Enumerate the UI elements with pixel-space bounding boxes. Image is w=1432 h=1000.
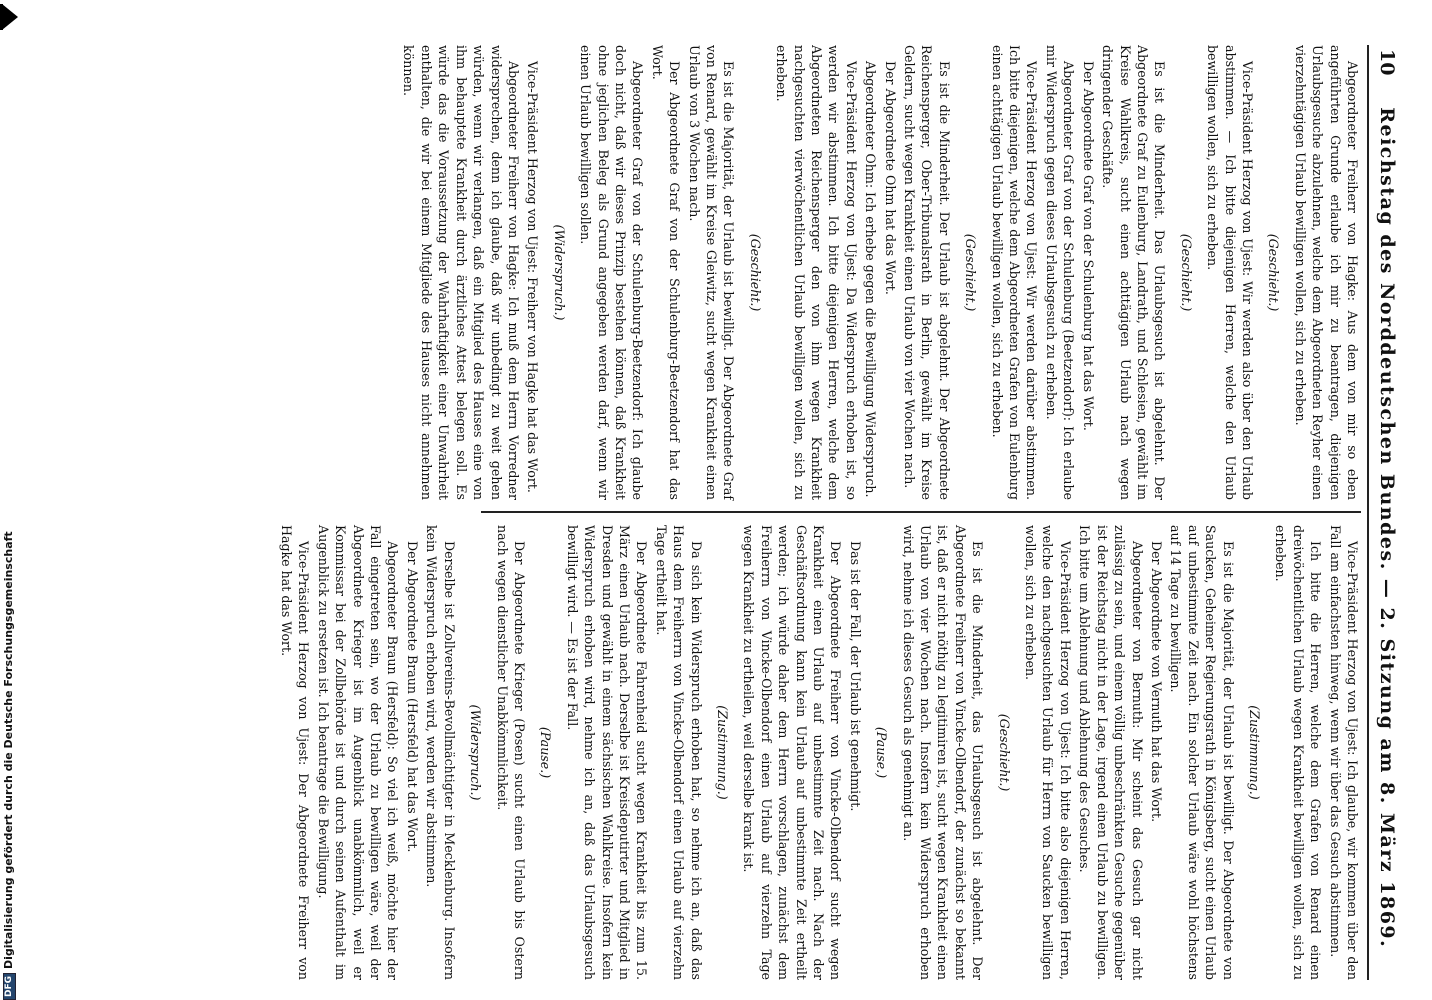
paragraph: Abgeordneter von Bernuth: Mir scheint das Gesuch gar nicht zulässig zu sein, und einem völlig unbeschränkten Gesuche gegenüber ist der Reichstag nicht in der Lage, irgend einen Urlaub zu bewilligen. Ich bitte um Ablehnung und Ablehnung des Gesuches. <box>1077 525 1145 980</box>
paragraph: Der Abgeordnete Graf von der Schulenburg hat das Wort. <box>1080 61 1096 431</box>
paragraph: Vice-Präsident Herzog von Ujest: Ich glaube, wir kommen über den Fall am einfachsten hinweg, wenn wir über das Gesuch abstimmen. <box>1327 525 1360 980</box>
paragraph: Abgeordneter Graf von der Schulenburg (Beetzendorf): Ich erlaube mir Widerspruch gegen dieses Urlaubsgesuch zu erheben. <box>1043 45 1077 500</box>
paragraph: Da sich kein Widerspruch erhoben hat, so nehme ich an, daß das Haus dem Freiherrn von Vincke-Olbendorf einen Urlaub auf vierzehn Tage ertheilt hat. <box>653 525 704 980</box>
stage-direction: (Geschieht.) <box>996 713 1012 792</box>
paragraph: Der Abgeordnete Fahrenheid sucht wegen Krankheit bis zum 15. März einen Urlaub nach. Derselbe ist Kreisdeputirter und Mitglied in Dresden und gewählt in einem sächsischen Wahlkreise. Insofern kein Widerspruch erhoben wird, nehme ich an, daß das Urlaubsgesuch bewilligt wird. — Es ist der Fall. <box>564 525 650 980</box>
dfg-logo-icon: DFG <box>3 973 16 1000</box>
page-header <box>1367 45 1405 980</box>
column-divider <box>481 511 1361 513</box>
paragraph: Vice-Präsident Herzog von Ujest: Wir werden also über den Urlaub abstimmen. — Ich bitte diejenigen Herren, welche den Urlaub bewilligen wollen, sich zu erheben. <box>1205 45 1255 500</box>
stage-direction: (Geschieht.) <box>963 233 979 312</box>
paragraph: Es ist die Majorität, der Urlaub ist bewilligt. Der Abgeordnete Graf von Renard, gewählt im Kreise Gleiwitz, sucht wegen Krankheit einen Urlaub von 3 Wochen nach. <box>686 45 737 500</box>
digitization-credit <box>2 0 16 1000</box>
paragraph: Abgeordneter Freiherr von Hagke: Aus dem von mir so eben angeführten Grunde erlaube ich mir zu beantragen, diejenigen Urlaubsgesuche abzulehnen, welche dem Abgeordneten Reyher einen vierzehntägigen Urlaub bewilligen wollen, sich zu erheben. <box>1292 45 1360 500</box>
paragraph: Vice-Präsident Herzog von Ujest: Ich bitte also diejenigen Herren, welche den nachgesuchten Urlaub für Herrn von Saucken bewilligen wollen, sich zu erheben. <box>1023 525 1073 980</box>
paragraph: Es ist die Minderheit, das Urlaubsgesuch ist abgelehnt. Der Abgeordnete Freiherr von Vincke-Olbendorf, der zunächst so bekannt ist, daß er nicht nöthig zu legitimiren ist, sucht wegen Krankheit einen Urlaub von vier Wochen nach. Insofern kein Widerspruch erhoben wird, nehme ich dieses Gesuch als genehmigt an. <box>900 525 986 980</box>
page-number: 10 <box>1376 49 1398 76</box>
left-column <box>101 45 1361 500</box>
stage-direction: (Pause.) <box>874 726 890 779</box>
stage-direction: (Widerspruch.) <box>551 224 567 321</box>
paragraph: Der Abgeordnete von Vernuth hat das Wort. <box>1148 541 1164 823</box>
text-columns <box>101 45 1361 980</box>
stage-direction: (Geschieht.) <box>1266 233 1282 312</box>
paragraph: Das ist der Fall, der Urlaub ist genehmigt. <box>847 541 863 812</box>
paragraph: Abgeordneter Ohm: Ich erhebe gegen die Bewilligung Widerspruch. <box>863 61 879 498</box>
rotated-page-content <box>95 45 1405 980</box>
paragraph: Es ist die Majorität, der Urlaub ist bewilligt. Der Abgeordnete von Saucken, Geheimer Regierungsrath in Königsberg, sucht einen Urlaub auf unbestimmte Zeit nach. Ein solcher Urlaub wäre wohl höchstens auf 14 Tage zu bewilligen. <box>1168 525 1236 980</box>
paragraph: Abgeordneter Braun (Hersfeld): So viel ich weiß, möchte hier der Fall eingetreten sein, wo der Urlaub zu bewilligen wäre, weil der Abgeordnete Krieger ist im Augenblick unabkömmlich, weil er Kommissar bei der Zollbehörde ist und durch seinen Aufenthalt im Augenblick zu ersetzen ist. Ich beantrage die Bewilligung. <box>315 525 401 980</box>
paragraph: Der Abgeordnete Graf von der Schulenburg-Beetzendorf hat das Wort. <box>649 45 683 500</box>
stage-direction: (Zustimmung.) <box>1246 705 1262 800</box>
paragraph: Abgeordneter Freiherr von Hagke: Ich muß dem Herrn Vorredner widersprechen, denn ich glaube, daß wir unbedingt zu weit gehen würden, wenn wir verlangen, daß ein Mitglied des Hauses eine von ihm behauptete Krankheit durch ärztliches Attest belegen soll. Es würde das die Voraussetzung der Wahrhaftigkeit einer Unwahrheit enthalten, die wir bei einem Mitgliede des Hauses nicht annehmen können. <box>401 45 521 500</box>
digitization-credit-text: Digitalisierung gefördert durch die Deutsche Forschungsgemeinschaft <box>2 531 15 969</box>
scanned-page <box>95 45 1405 980</box>
paragraph: Vice-Präsident Herzog von Ujest: Da Widerspruch erhoben ist, so werden wir abstimmen. Ich bitte diejenigen Herren, welche dem Abgeordneten Reichensperger den von ihm wegen Krankheit nachgesuchten vierwöchentlichen Urlaub bewilligen wollen, sich zu erheben. <box>774 45 859 500</box>
running-title: Reichstag des Norddeutschen Bundes. — 2. Sitzung am 8. März 1869. <box>1376 107 1398 949</box>
paragraph: Derselbe ist Zollvereins-Bevollmächtigter in Mecklenburg. Insofern kein Widerspruch erhoben wird, werden wir abstimmen. <box>424 525 457 980</box>
paragraph: Der Abgeordnete Ohm hat das Wort. <box>882 61 898 295</box>
paragraph: Vice-Präsident Herzog von Ujest: Wir werden darüber abstimmen. Ich bitte diejenigen, welche dem Abgeordneten Grafen von Eulenburg einen achttägigen Urlaub bewilligen wollen, sich zu erheben. <box>989 45 1040 500</box>
stage-direction: (Widerspruch.) <box>468 704 484 801</box>
paragraph: Es ist die Minderheit. Der Urlaub ist abgelehnt. Der Abgeordnete Reichensperger, Ober-Tribunalsrath in Berlin, gewählt im Kreise Geldern, sucht wegen Krankheit einen Urlaub von vier Wochen nach. <box>902 45 952 500</box>
paragraph: Abgeordneter Graf von der Schulenburg-Beetzendorf: Ich glaube doch nicht, daß wir dieses Prinzip bestehen können, daß Krankheit ohne jeglichen Beleg als Grund angegeben werden darf, wenn wir einen Urlaub bewilligen sollen. <box>578 45 646 500</box>
stage-direction: (Geschieht.) <box>1178 233 1194 312</box>
paragraph: Vice-Präsident Herzog von Ujest: Freiherr von Hagke hat das Wort. <box>525 61 541 493</box>
paragraph: Der Abgeordnete Braun (Hersfeld) hat das Wort. <box>404 541 420 853</box>
paragraph: Es ist die Minderheit. Das Urlaubsgesuch ist abgelehnt. Der Abgeordnete Graf zu Eulenburg, Landrath, und Schlesien, gewählt im Kreise Wahlkreis, sucht einen achttägigen Urlaub nach wegen dringender Geschäfte. <box>1100 45 1168 500</box>
right-column <box>101 525 1361 980</box>
paragraph: Der Abgeordnete Krieger (Posen) sucht einen Urlaub bis Ostern nach wegen dienstlicher Unabkömmlichkeit. <box>494 525 527 980</box>
paragraph: Ich bitte die Herren, welche dem Grafen von Renard einen dreiwöchentlichen Urlaub wegen Krankheit bewilligen wollen, sich zu erheben. <box>1273 525 1324 980</box>
stage-direction: (Zustimmung.) <box>715 705 730 800</box>
paragraph: Vice-Präsident Herzog von Ujest: Der Abgeordnete Freiherr von Hagke hat das Wort. <box>279 525 312 980</box>
stage-direction: (Geschieht.) <box>747 233 763 312</box>
paragraph: Der Abgeordnete Freiherr von Vincke-Olbendorf sucht wegen Krankheit einen Urlaub auf unbestimmte Zeit nach. Nach der Geschäftsordnung kann kein Urlaub auf unbestimmte Zeit ertheilt werden; ich würde daher dem Herrn vorschlagen, zunächst dem Freiherrn von Vincke-Olbendorf einen Urlaub auf vierzehn Tage wegen Krankheit zu ertheilen, weil derselbe krank ist. <box>741 525 844 980</box>
stage-direction: (Pause.) <box>538 726 554 779</box>
